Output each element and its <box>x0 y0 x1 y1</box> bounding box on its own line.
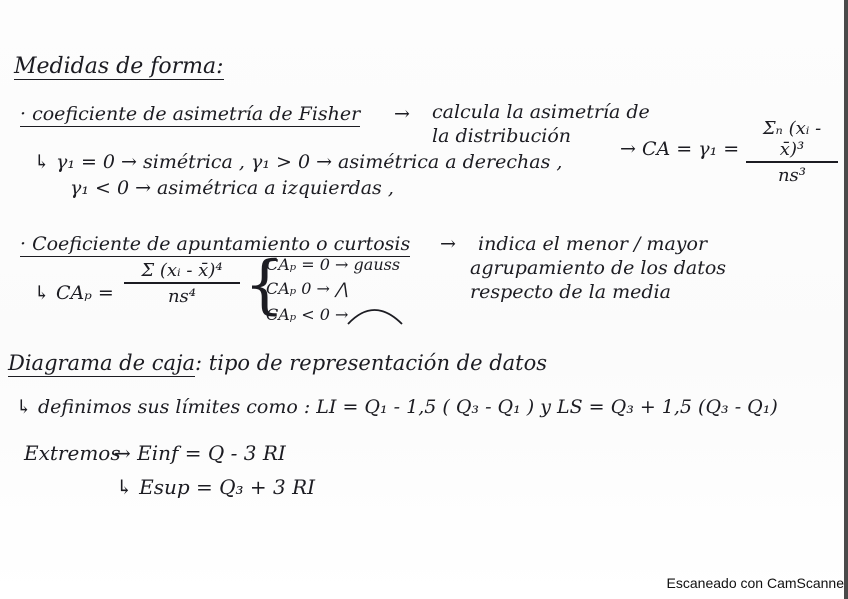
curtosis-arrow: → <box>440 233 456 255</box>
boxplot-limits: ↳ definimos sus límites como : LI = Q₁ - 1,5 ( Q₃ - Q₁ ) y LS = Q₃ + 1,5 (Q₃ - Q₁) <box>16 396 778 418</box>
extremes-label: Extremos <box>24 441 121 465</box>
fisher-heading-text: · coeficiente de asimetría de Fisher <box>20 103 361 125</box>
fisher-case-2: γ₁ < 0 → asimétrica a izquierdas , <box>70 177 394 199</box>
fisher-formula-prefix: → CA = γ₁ = <box>620 138 740 160</box>
fisher-case-1: ↳ γ₁ = 0 → simétrica , γ₁ > 0 → asimétrica a derechas , <box>34 151 563 173</box>
extreme-superior: ↳ Esup = Q₃ + 3 RI <box>116 475 316 499</box>
curtosis-fraction-bar <box>124 282 240 284</box>
curtosis-brace: { <box>244 248 285 322</box>
curtosis-formula-fraction <box>124 260 240 307</box>
extreme-inferior: → Einf = Q - 3 RI <box>114 441 286 465</box>
curtosis-heading-text: · Coeficiente de apuntamiento o curtosis <box>20 233 411 255</box>
fisher-desc-line2: la distribución <box>432 125 572 147</box>
fisher-formula-fraction <box>746 118 838 186</box>
fisher-formula-numerator: Σₙ (xᵢ - x̄)³ <box>762 118 822 160</box>
scanner-watermark: Escaneado con CamScanne <box>666 575 844 591</box>
page-edge-shadow <box>844 0 848 599</box>
curtosis-desc-line3: respecto de la media <box>470 281 671 303</box>
boxplot-heading-text: Diagrama de caja <box>8 351 196 375</box>
fisher-fraction-bar <box>746 161 838 163</box>
page-title: Medidas de forma: <box>14 54 224 79</box>
boxplot-subheading: : tipo de representación de datos <box>195 351 548 375</box>
fisher-arrow: → <box>394 103 410 125</box>
curtosis-case-2: CAₚ 0 → ⋀ <box>266 279 349 298</box>
curtosis-formula-prefix: ↳ CAₚ = <box>34 282 114 304</box>
curtosis-desc-line1: indica el menor / mayor <box>478 233 708 255</box>
fisher-formula-denominator: ns³ <box>777 164 807 186</box>
curtosis-case-3: CAₚ < 0 → <box>266 305 349 324</box>
curtosis-formula-numerator: Σ (xᵢ - x̄)⁴ <box>141 260 223 281</box>
curtosis-desc-line2: agrupamiento de los datos <box>470 257 727 279</box>
fisher-desc-line1: calcula la asimetría de <box>432 101 650 123</box>
curtosis-formula-denominator: ns⁴ <box>167 285 197 307</box>
platykurtic-curve-icon <box>344 302 404 326</box>
curtosis-heading <box>20 233 410 255</box>
boxplot-heading <box>8 352 547 374</box>
fisher-heading <box>20 103 360 125</box>
curtosis-case-1: CAₚ = 0 → gauss <box>266 255 401 274</box>
